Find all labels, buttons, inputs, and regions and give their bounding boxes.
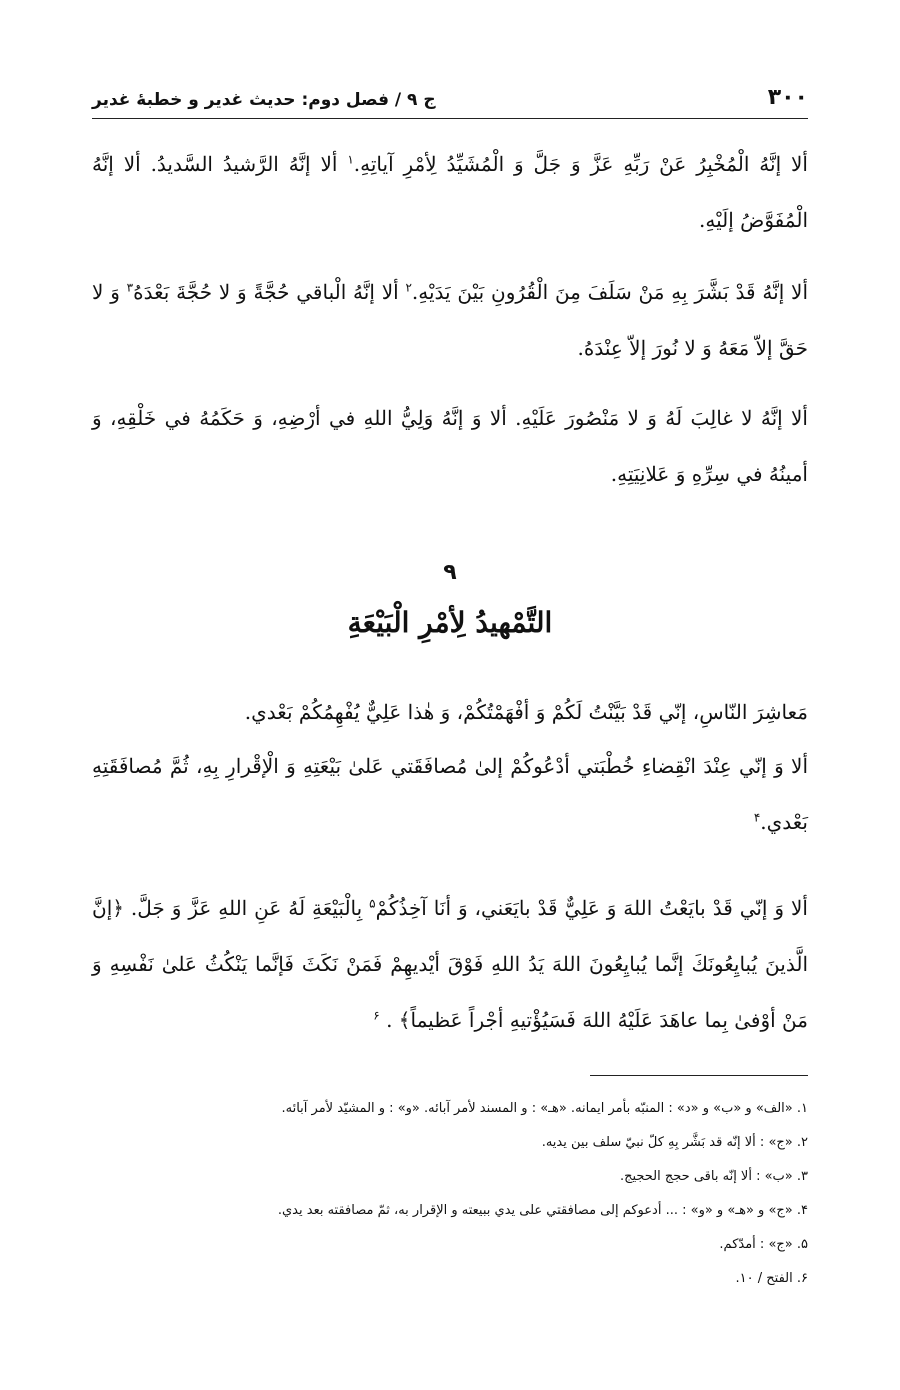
footnote-6: ۶. الفتح / ١٠. (735, 1271, 808, 1286)
page-header (92, 74, 808, 110)
header-rule (92, 118, 808, 119)
paragraph-4-text: مَعاشِرَ النّاسِ، إنّي قَدْ بَيَّنْتُ لَكُمْ وَ أفْهَمْتُكُمْ، وَ هٰذا عَلِيٌّ يُفْهِمُكُمْ بَعْدي. (244, 700, 808, 724)
footnote-ref-4: ۴ (753, 810, 761, 825)
footnote-2: ٢. «ج» : ألا إنّه قد بَشَّر بِهِ كلّ نبيّ سلف بين يديه. (541, 1135, 808, 1150)
footnote-ref-1: ١ (347, 152, 354, 167)
paragraph-6 (92, 880, 808, 1048)
paragraph-3 (92, 390, 808, 502)
footnote-ref-2: ٢ (405, 280, 412, 295)
footnote-4: ۴. «ج» و «هـ» و «و» : ... أدعوكم إلى مصافقتي على يدي ببيعته و الإقرار به، ثمّ مصافقته بعد يدي. (277, 1203, 808, 1218)
paragraph-2 (92, 264, 808, 376)
paragraph-5-text: ألا وَ إنّي عِنْدَ انْقِضاءِ خُطْبَتي أدْعُوكُمْ إلىٰ مُصافَقَتي عَلىٰ بَيْعَتِهِ وَ الْإقْرارِ بِهِ، ثُمَّ مُصافَقَتِهِ بَعْدي. (92, 754, 808, 834)
footnote-ref-3: ٣ (126, 280, 134, 295)
paragraph-6-text-a: ألا وَ إنّي قَدْ بايَعْتُ اللهَ وَ عَلِيٌّ قَدْ بايَعَني، وَ أنَا آخِذُكُمْ (375, 896, 808, 920)
paragraph-1 (92, 136, 808, 248)
footnote-ref-6: ۶ (373, 1008, 380, 1023)
paragraph-1-text-a: ألا إنَّهُ الْمُخْبِرُ عَنْ رَبِّهِ عَزَّ وَ جَلَّ وَ الْمُشَيِّدُ لِأمْرِ آياتِهِ. (353, 152, 808, 176)
paragraph-1-text-b: ألا إنَّهُ الرَّشيدُ السَّديدُ. ألا إنَّهُ الْمُفَوَّضُ إلَيْهِ. (92, 152, 808, 232)
paragraph-2-text-b: ألا إنَّهُ الْباقي حُجَّةً وَ لا حُجَّةَ بَعْدَهُ (133, 280, 406, 304)
paragraph-5 (92, 738, 808, 850)
paragraph-2-text-c: وَ لا حَقَّ إلاّ مَعَهُ وَ لا نُورَ إلاّ عِنْدَهُ. (92, 280, 808, 360)
paragraph-2-text-a: ألا إنَّهُ قَدْ بَشَّرَ بِهِ مَنْ سَلَفَ مِنَ الْقُرُونِ بَيْنَ يَدَيْهِ. (411, 280, 808, 304)
paragraph-6-text-b: بِالْبَيْعَةِ لَهُ عَنِ اللهِ عَزَّ وَ جَلَّ. ﴿إنَّ الَّذينَ يُبايِعُونَكَ إنَّما يُبايِعُونَ اللهَ يَدُ اللهِ فَوْقَ أيْديهِمْ فَمَنْ نَكَثَ فَإنَّما يَنْكُثُ عَلىٰ نَفْسِهِ وَ مَنْ أوْفىٰ بِما عاهَدَ عَلَيْهُ اللهَ فَسَيُؤْتيهِ أجْراً عَظيماً﴾ . (92, 896, 808, 1032)
footnote-rule (590, 1075, 808, 1076)
footnote-1: ١. «الف» و «ب» و «د» : المنبّه بأمر ايمانه. «هـ» : و المسند لأمر آبائه. «و» : و المشيّد لأمر آبائه. (281, 1101, 808, 1116)
footnote-3: ٣. «ب» : ألا إنّه باقى حجج الحجيج. (619, 1169, 808, 1184)
section-title: التَّمْهيدُ لِأمْرِ الْبَيْعَةِ (347, 606, 553, 639)
paragraph-4 (92, 684, 808, 740)
footnotes (92, 1092, 808, 1296)
section-number: ۹ (443, 560, 457, 585)
footnote-5: ۵. «ج» : أمدّكم. (719, 1237, 808, 1252)
page-number: ۳۰۰ (767, 85, 808, 110)
footnote-ref-5: ۵ (369, 896, 376, 911)
running-title: ج ۹ / فصل دوم: حدیث غدیر و خطبهٔ غدیر (92, 90, 436, 110)
paragraph-3-text: ألا إنَّهُ لا غالِبَ لَهُ وَ لا مَنْصُورَ عَلَيْهِ. ألا وَ إنَّهُ وَلِيُّ اللهِ في أرْضِهِ، وَ حَكَمُهُ في خَلْقِهِ، وَ أمينُهُ في سِرِّهِ وَ عَلانِيَتِهِ. (92, 406, 808, 486)
